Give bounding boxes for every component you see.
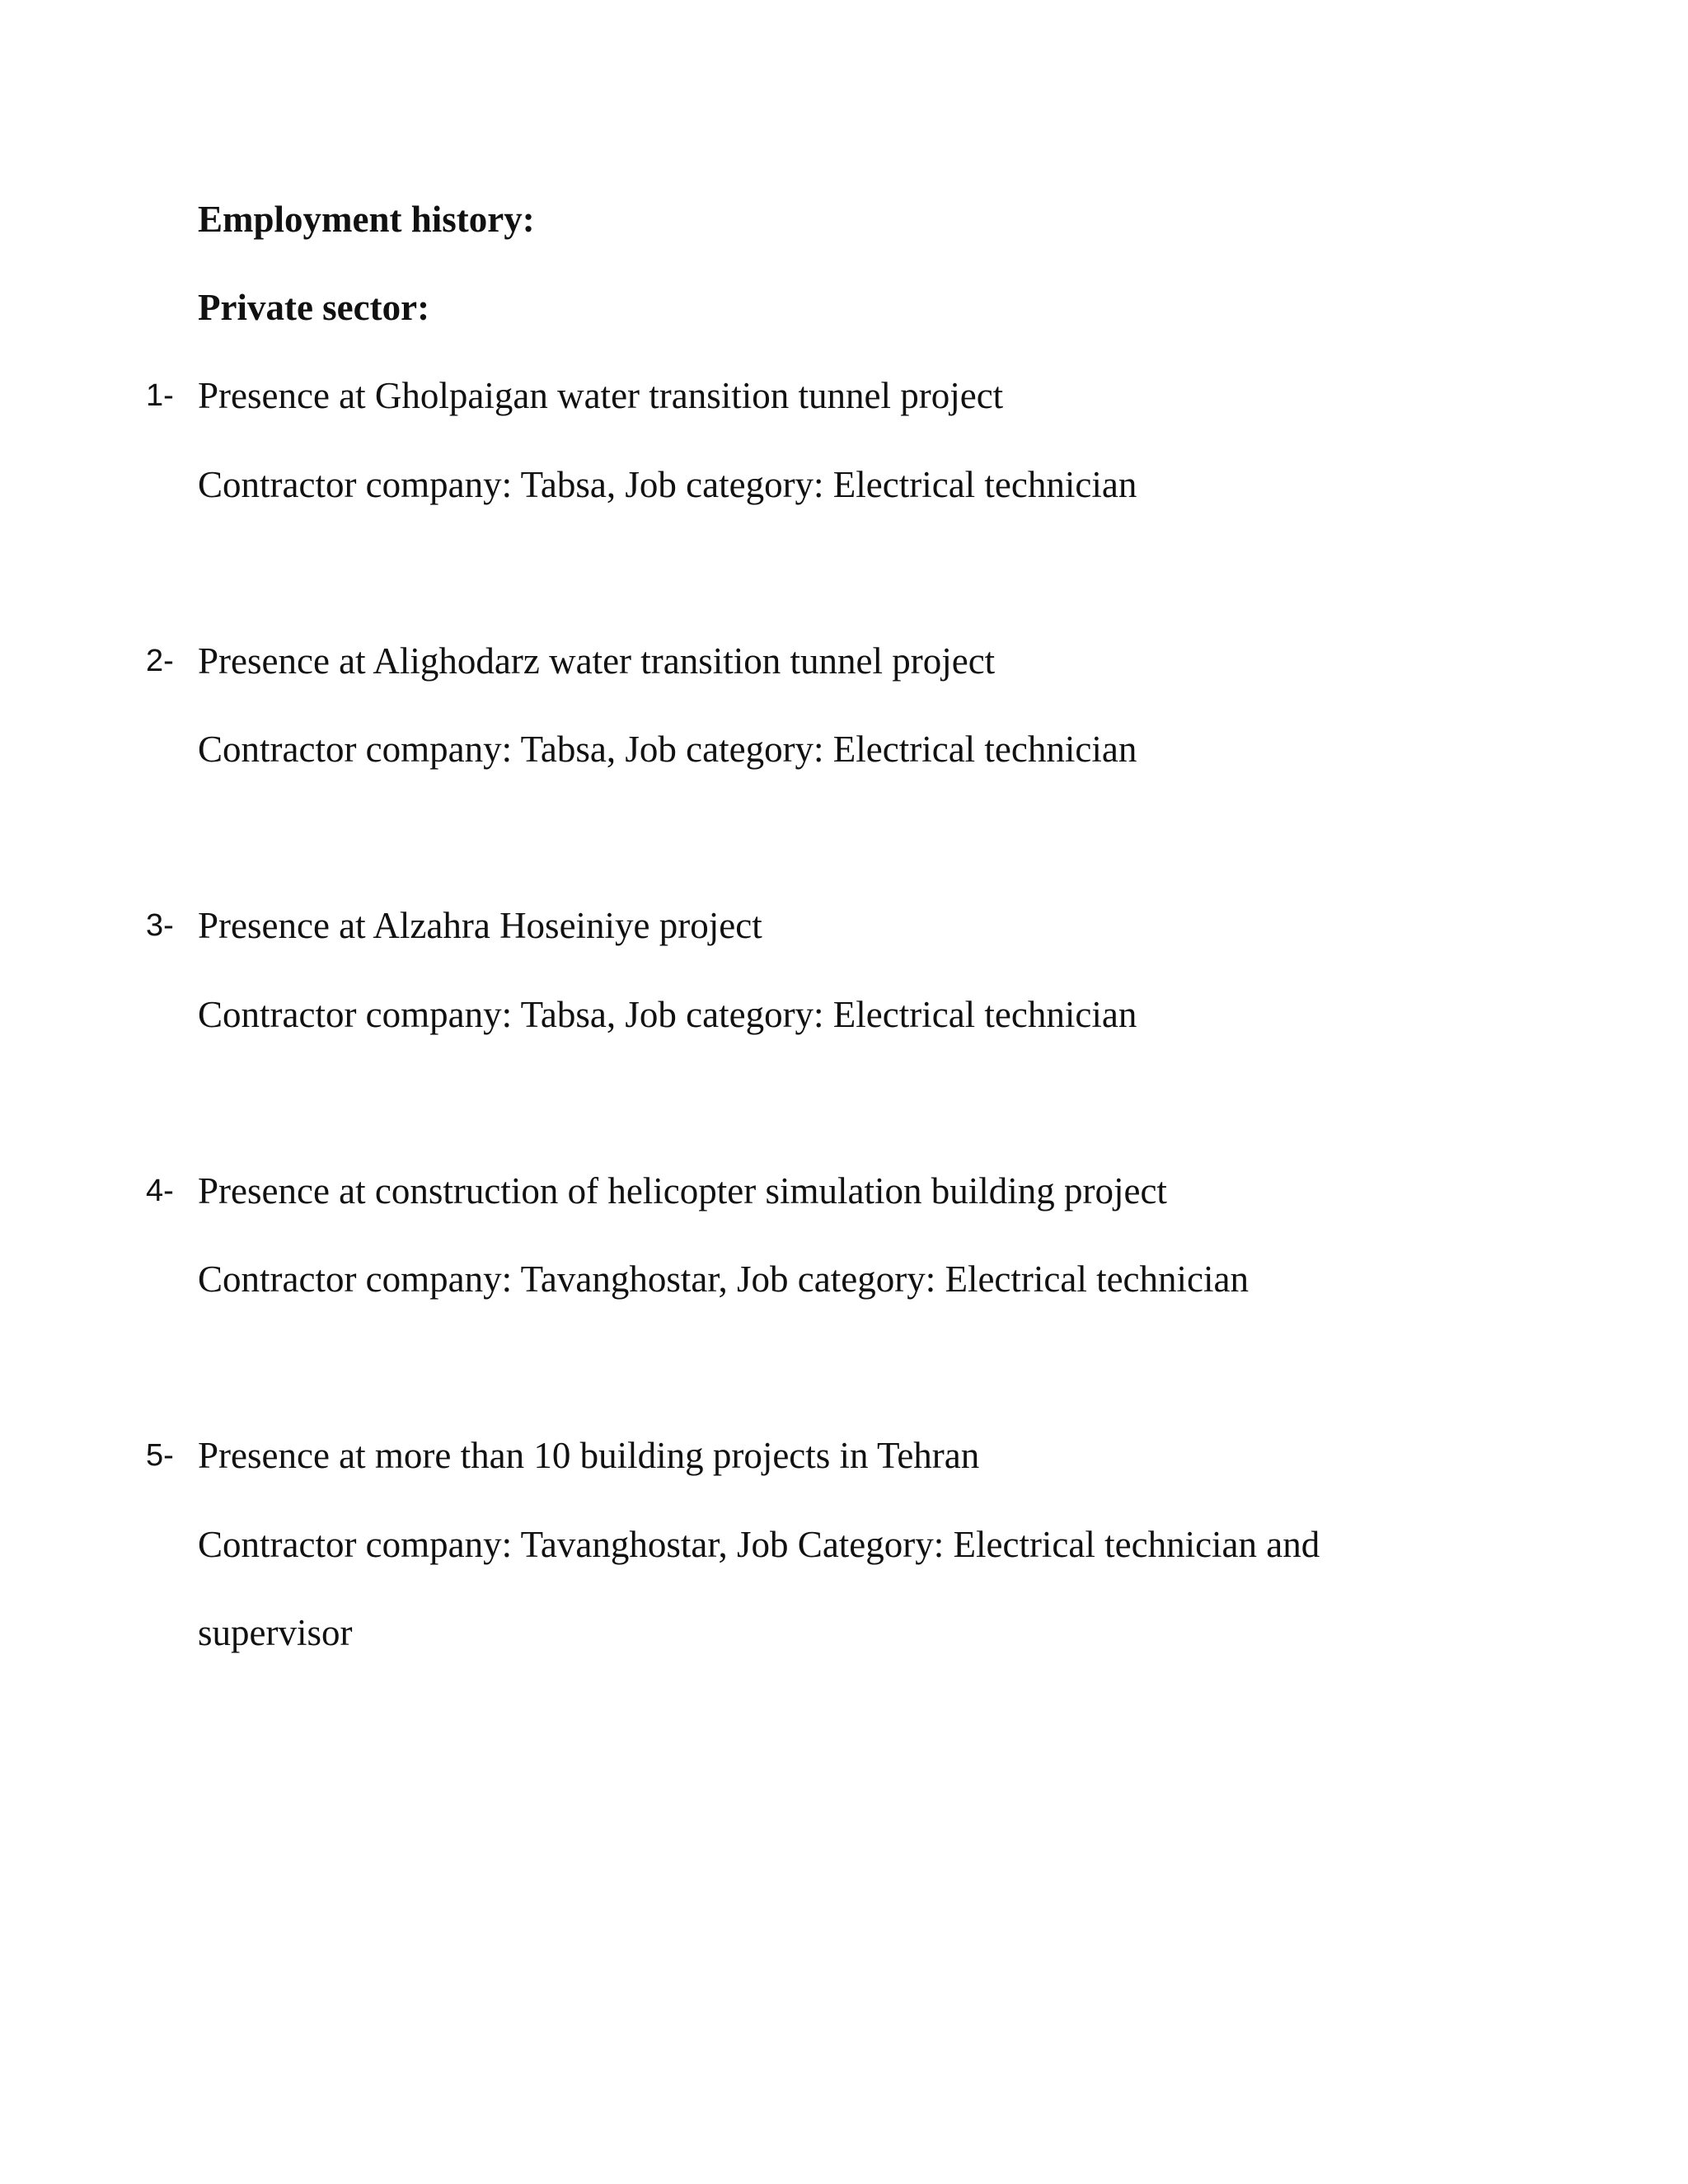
list-item-detail: Contractor company: Tabsa, Job category: Electrical technician bbox=[198, 464, 1137, 505]
list-item-title: Presence at Gholpaigan water transition tunnel project bbox=[198, 375, 1004, 416]
list-item-title: Presence at construction of helicopter simulation building project bbox=[198, 1170, 1167, 1212]
list-item-number: 3- bbox=[146, 908, 174, 943]
list-item-title: Presence at Alzahra Hoseiniye project bbox=[198, 905, 762, 946]
section-heading: Employment history: bbox=[198, 199, 535, 240]
subsection-heading: Private sector: bbox=[198, 287, 430, 328]
list-item-title: Presence at Alighodarz water transition tunnel project bbox=[198, 640, 996, 682]
list-item-detail: supervisor bbox=[198, 1612, 353, 1653]
list-item-number: 1- bbox=[146, 378, 174, 413]
list-item-detail: Contractor company: Tabsa, Job category: Electrical technician bbox=[198, 994, 1137, 1035]
list-item-number: 5- bbox=[146, 1438, 174, 1473]
list-item-detail: Contractor company: Tavanghostar, Job Category: Electrical technician and bbox=[198, 1524, 1320, 1565]
list-item-number: 4- bbox=[146, 1174, 174, 1208]
list-item-number: 2- bbox=[146, 644, 174, 678]
list-item-detail: Contractor company: Tavanghostar, Job category: Electrical technician bbox=[198, 1258, 1249, 1300]
list-item-title: Presence at more than 10 building projects in Tehran bbox=[198, 1435, 980, 1476]
list-item-detail: Contractor company: Tabsa, Job category: Electrical technician bbox=[198, 729, 1137, 770]
